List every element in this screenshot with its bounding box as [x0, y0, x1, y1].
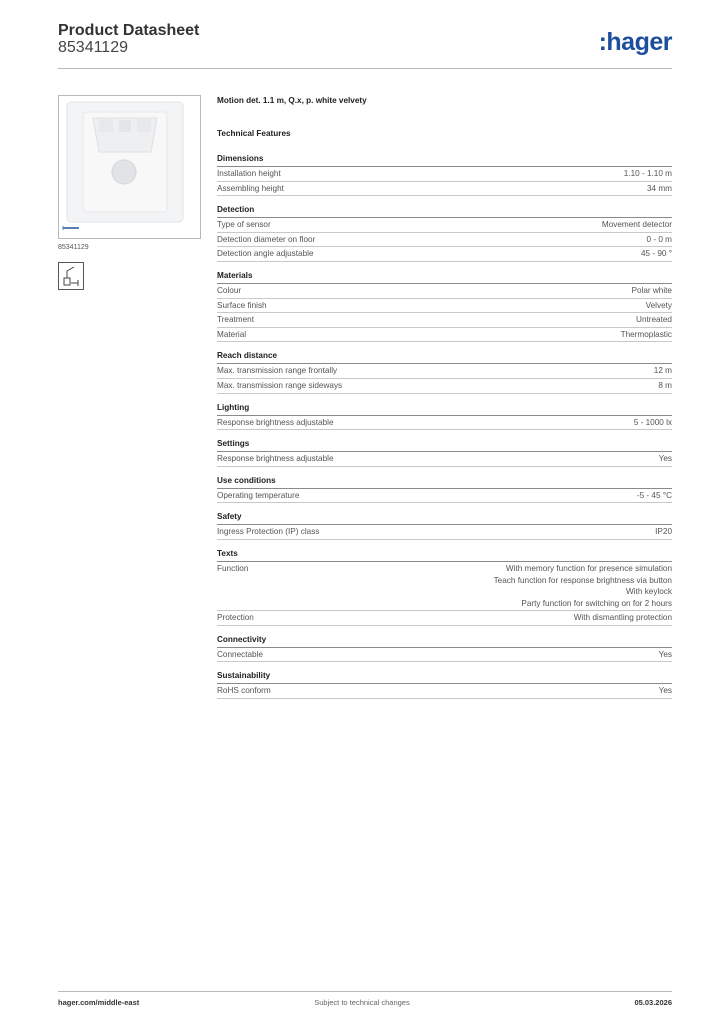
- spec-value: 0 - 0 m: [646, 234, 672, 244]
- spec-value-line: Party function for switching on for 2 hours: [521, 598, 672, 608]
- spec-value: 45 - 90 °: [640, 249, 672, 259]
- spec-value: Thermoplastic: [620, 329, 672, 339]
- spec-row: [217, 167, 672, 182]
- brand-logo: [599, 28, 672, 57]
- spec-label: Type of sensor: [217, 220, 271, 230]
- section-title: Safety: [217, 512, 672, 525]
- spec-row: [217, 328, 672, 343]
- spec-value: Yes: [658, 686, 672, 696]
- spec-section: [217, 439, 672, 467]
- spec-value: Yes: [658, 454, 672, 464]
- spec-label: Material: [217, 329, 247, 339]
- spec-value: 12 m: [653, 366, 672, 376]
- footer-date: 05.03.2026: [634, 998, 672, 1007]
- spec-section: [217, 635, 672, 663]
- product-image: [58, 95, 201, 239]
- section-title: Settings: [217, 439, 672, 452]
- product-code: 85341129: [58, 39, 128, 56]
- spec-label: Function: [217, 563, 249, 573]
- spec-label: Assembling height: [217, 183, 284, 193]
- spec-section: [217, 476, 672, 504]
- footer-divider: [58, 991, 672, 992]
- spec-row: [217, 648, 672, 663]
- spec-row: [217, 452, 672, 467]
- spec-value: With dismantling protection: [573, 613, 672, 623]
- spec-label: Response brightness adjustable: [217, 417, 334, 427]
- section-title: Dimensions: [217, 154, 672, 167]
- spec-label: Max. transmission range frontally: [217, 366, 338, 376]
- spec-row: [217, 247, 672, 262]
- spec-row: [217, 562, 672, 611]
- motion-detector-image: [59, 96, 200, 238]
- spec-row: [217, 364, 672, 379]
- spec-value: [494, 563, 672, 609]
- spec-label: RoHS conform: [217, 686, 271, 696]
- spec-label: Protection: [217, 613, 254, 623]
- spec-label: Colour: [217, 285, 242, 295]
- spec-row: [217, 489, 672, 504]
- section-title: Use conditions: [217, 476, 672, 489]
- spec-row: [217, 313, 672, 328]
- spec-label: Installation height: [217, 169, 281, 178]
- spec-value: Polar white: [631, 285, 672, 295]
- footer-note: Subject to technical changes: [314, 998, 410, 1007]
- spec-value-line: With keylock: [626, 587, 672, 597]
- spec-value: 34 mm: [646, 183, 672, 193]
- spec-value: Untreated: [636, 315, 672, 325]
- spec-label: Detection angle adjustable: [217, 249, 314, 259]
- flush-mount-icon: [58, 262, 84, 290]
- spec-row: [217, 299, 672, 314]
- spec-label: Operating temperature: [217, 490, 300, 500]
- section-title: Lighting: [217, 403, 672, 416]
- spec-row: [217, 284, 672, 299]
- product-description: Motion det. 1.1 m, Q.x, p. white velvety: [217, 96, 367, 105]
- spec-row: [217, 182, 672, 197]
- spec-sections: [217, 154, 672, 699]
- spec-row: [217, 611, 672, 626]
- spec-section: [217, 671, 672, 699]
- spec-row: [217, 233, 672, 248]
- spec-row: [217, 379, 672, 394]
- spec-section: [217, 351, 672, 393]
- spec-section: [217, 403, 672, 431]
- page-title: Product Datasheet: [58, 22, 200, 39]
- spec-label: Max. transmission range sideways: [217, 380, 343, 390]
- spec-value: Velvety: [645, 300, 672, 310]
- footer-website[interactable]: hager.com/middle-east: [58, 998, 140, 1007]
- spec-value: -5 - 45 °C: [636, 490, 672, 500]
- spec-section: [217, 154, 672, 196]
- section-title: Connectivity: [217, 635, 672, 648]
- section-title: Texts: [217, 549, 672, 562]
- section-title: Detection: [217, 205, 672, 218]
- section-title: Materials: [217, 271, 672, 284]
- section-title: Sustainability: [217, 671, 672, 684]
- spec-value: Yes: [658, 649, 672, 659]
- spec-label: Connectable: [217, 649, 263, 659]
- spec-row: [217, 525, 672, 540]
- spec-label: Surface finish: [217, 300, 267, 310]
- spec-value: 8 m: [658, 380, 672, 390]
- image-reference: 85341129: [58, 244, 89, 251]
- header-divider: [58, 68, 672, 69]
- spec-label: Response brightness adjustable: [217, 454, 334, 464]
- logo-prefix: :: [598, 28, 607, 56]
- spec-label: Treatment: [217, 315, 255, 325]
- specifications: [217, 96, 672, 708]
- spec-value: 1.10 - 1.10 m: [623, 169, 672, 178]
- section-title: Reach distance: [217, 351, 672, 364]
- spec-section: [217, 549, 672, 626]
- logo-text: hager: [606, 28, 672, 56]
- spec-section: [217, 205, 672, 262]
- spec-value: Movement detector: [601, 220, 672, 230]
- spec-row: [217, 218, 672, 233]
- spec-row: [217, 684, 672, 699]
- spec-value-line: With memory function for presence simulation: [505, 563, 672, 573]
- technical-features-title: Technical Features: [217, 129, 291, 138]
- spec-value: 5 - 1000 lx: [633, 417, 672, 427]
- spec-section: [217, 512, 672, 540]
- spec-label: Ingress Protection (IP) class: [217, 527, 320, 537]
- spec-label: Detection diameter on floor: [217, 234, 316, 244]
- spec-row: [217, 416, 672, 431]
- spec-section: [217, 271, 672, 342]
- spec-value: IP20: [655, 527, 672, 537]
- spec-value-line: Teach function for response brightness via button: [493, 575, 672, 585]
